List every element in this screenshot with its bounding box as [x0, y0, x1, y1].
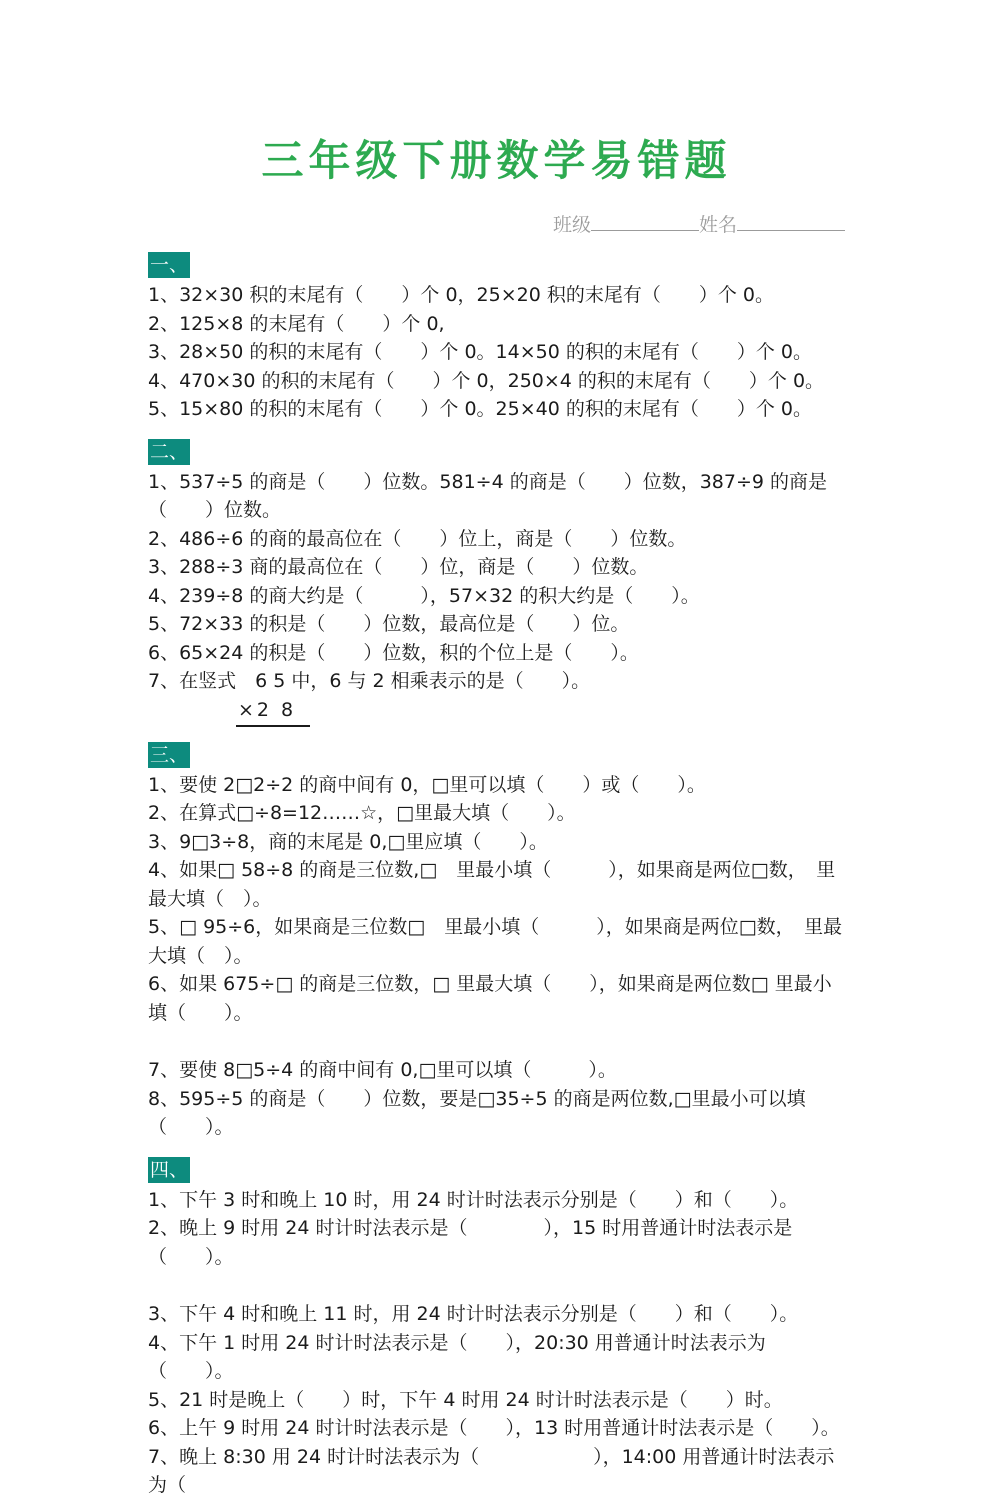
question: 5、15×80 的积的末尾有（ ）个 0。25×40 的积的末尾有（ ）个 0。 — [148, 398, 812, 420]
question: 1、537÷5 的商是（ ）位数。581÷4 的商是（ ）位数，387÷9 的商是（ ）位数。 — [148, 470, 828, 521]
question: 4、470×30 的积的末尾有（ ）个 0，250×4 的积的末尾有（ ）个 0。 — [148, 369, 825, 392]
vertical-multiplication-line — [148, 696, 845, 727]
section-2 — [148, 439, 845, 727]
question: 7、晚上 8:30 用 24 时计时法表示为（ ），14:00 用普通计时法表示为（ — [148, 1445, 835, 1496]
question: 2、晚上 9 时用 24 时计时法表示是（ ），15 时用普通计时法表示是（ ）。 — [148, 1217, 793, 1268]
question: 3、下午 4 时和晚上 11 时，用 24 时计时法表示分别是（ ）和（ ）。 — [148, 1303, 799, 1325]
spacer — [148, 1271, 845, 1300]
question: 2、125×8 的末尾有（ ）个 0, — [148, 312, 445, 335]
question: 7、在竖式 6 5 中，6 与 2 相乘表示的是（ ）。 — [148, 670, 591, 692]
question: 6、如果 675÷□ 的商是三位数，□ 里最大填（ ），如果商是两位数□ 里最小填（ ）。 — [148, 973, 832, 1024]
name-blank-underline — [737, 210, 845, 231]
page-title: 三年级下册数学易错题 — [261, 136, 732, 185]
question: 1、下午 3 时和晚上 10 时，用 24 时计时法表示分别是（ ）和（ ）。 — [148, 1188, 799, 1211]
section-2-heading: 二、 — [150, 440, 189, 463]
class-blank-underline — [591, 210, 699, 231]
question: 3、28×50 的积的末尾有（ ）个 0。14×50 的积的末尾有（ ）个 0。 — [148, 341, 812, 363]
question: 3、288÷3 商的最高位在（ ）位，商是（ ）位数。 — [148, 556, 649, 578]
question: 5、72×33 的积是（ ）位数，最高位是（ ）位。 — [148, 613, 630, 635]
multiplier-row: ×2 8 — [236, 696, 310, 727]
question: 1、要使 2□2÷2 的商中间有 0，□里可以填（ ）或（ ）。 — [148, 773, 706, 796]
question: 4、下午 1 时用 24 时计时法表示是（ ），20:30 用普通计时法表示为（ ）。 — [148, 1331, 766, 1382]
question: 2、486÷6 的商的最高位在（ ）位上，商是（ ）位数。 — [148, 527, 687, 550]
section-1 — [148, 252, 845, 424]
question: 8、595÷5 的商是（ ）位数，要是□35÷5 的商是两位数,□里最小可以填（ ）。 — [148, 1087, 806, 1138]
section-4 — [148, 1157, 845, 1500]
question: 1、32×30 积的末尾有（ ）个 0，25×20 积的末尾有（ ）个 0。 — [148, 284, 774, 306]
question: 3、9□3÷8，商的末尾是 0,□里应填（ ）。 — [148, 830, 548, 853]
question: 4、239÷8 的商大约是（ ），57×32 的积大约是（ ）。 — [148, 584, 700, 607]
question: 6、上午 9 时用 24 时计时法表示是（ ），13 时用普通计时法表示是（ ）。 — [148, 1417, 840, 1439]
section-3 — [148, 742, 845, 1142]
name-label: 姓名 — [698, 214, 737, 236]
section-3-heading: 三、 — [150, 743, 189, 766]
question: 7、要使 8□5÷4 的商中间有 0,□里可以填（ ）。 — [148, 1059, 617, 1081]
spacer — [148, 1027, 845, 1056]
question: 6、65×24 的积是（ ）位数，积的个位上是（ ）。 — [148, 641, 639, 664]
question: 5、21 时是晚上（ ）时，下午 4 时用 24 时计时法表示是（ ）时。 — [148, 1388, 783, 1411]
question: 2、在算式□÷8=12……☆，□里最大填（ ）。 — [148, 802, 576, 824]
section-1-heading: 一、 — [150, 254, 189, 276]
class-label: 班级 — [552, 214, 591, 236]
question: 5、□ 95÷6，如果商是三位数□ 里最小填（ ），如果商是两位□数， 里最大填（ ）。 — [148, 916, 843, 967]
question: 4、如果□ 58÷8 的商是三位数,□ 里最小填（ ），如果商是两位□数， 里最大填（ ）。 — [148, 859, 836, 910]
section-4-heading: 四、 — [150, 1158, 189, 1181]
student-info-line — [148, 210, 845, 237]
